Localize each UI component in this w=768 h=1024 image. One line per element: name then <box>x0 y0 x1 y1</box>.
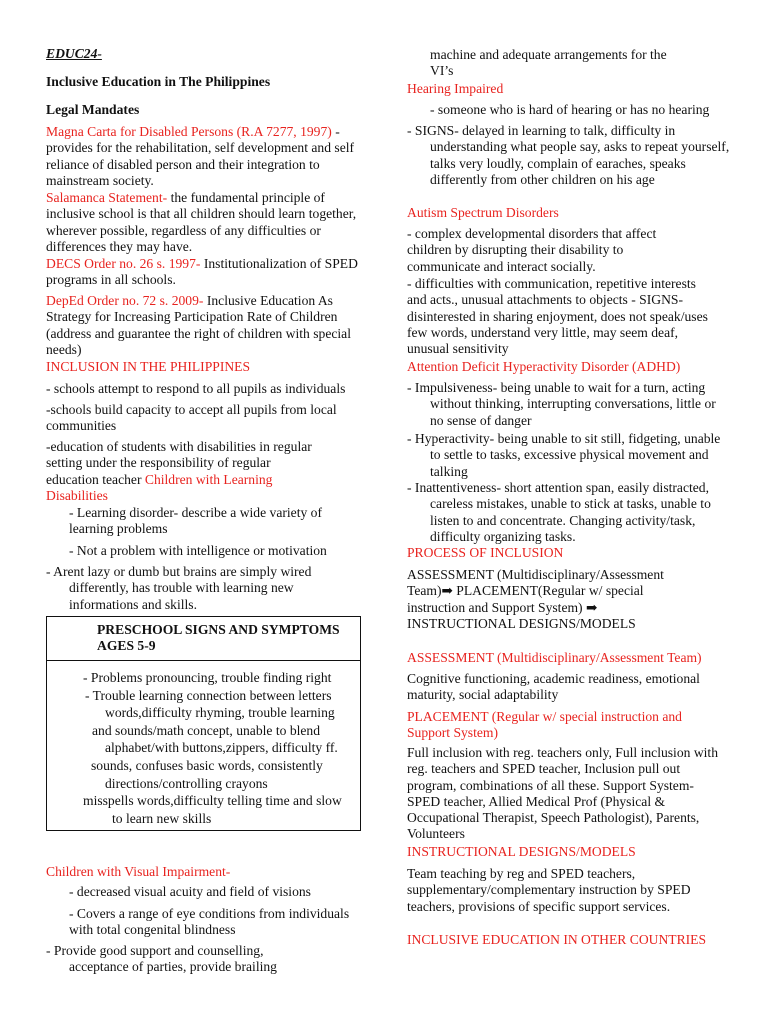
hearing-heading: Hearing Impaired <box>407 81 504 96</box>
placement-text: Full inclusion with reg. teachers only, Full inclusion with reg. teachers and SPED teacher, Inclusion pull out program, combinations of all these. Support System- SPED teacher, Allied Medical Prof (Physical & Occupational Therapist, Speech Pathologist), Parents, Volunteers <box>407 745 718 842</box>
assessment-text: Cognitive functioning, academic readiness, emotional maturity, social adaptability <box>407 671 700 703</box>
preschool-signs-box <box>46 616 361 831</box>
preschool-line: sounds, confuses basic words, consistently <box>91 757 323 773</box>
cld-point: - Learning disorder- describe a wide variety of learning problems <box>69 505 322 537</box>
placement-heading: PLACEMENT (Regular w/ special instruction and Support System) <box>407 709 682 741</box>
legal-item-decs <box>46 256 364 289</box>
visual-point: - Covers a range of eye conditions from individuals with total congenital blindness <box>69 906 350 938</box>
instructional-heading: INSTRUCTIONAL DESIGNS/MODELS <box>407 844 636 859</box>
adhd-point-hyperactivity: - Hyperactivity- being unable to sit still, fidgeting, unable to settle to tasks, excessive physical movement and talking <box>407 431 721 479</box>
adhd-point-impulsiveness: - Impulsiveness- being unable to wait for a turn, acting without thinking, interrupting conversations, little or no sense of danger <box>407 380 716 428</box>
preschool-line: - Problems pronouncing, trouble finding right <box>83 670 332 685</box>
preschool-box-header <box>47 617 360 661</box>
legal-text: Inclusive Education As Strategy for Increasing Participation Rate of Children (address and guarantee the right of children with special needs) <box>46 293 351 357</box>
autism-signs: - difficulties with communication, repetitive interests and acts., unusual attachments to objects - SIGNS- disinterested in sharing enjoyment, does not speak/uses few words, understand very little, may seem deaf, unusual sensitivity <box>407 276 708 357</box>
visual-support: - Provide good support and counselling, acceptance of parties, provide brailing <box>46 943 277 975</box>
legal-item-deped <box>46 293 364 358</box>
process-text: ASSESSMENT (Multidisciplinary/Assessment Team)➡ PLACEMENT(Regular w/ special instruction and Support System) ➡ INSTRUCTIONAL DESIGNS/MODELS <box>407 567 664 631</box>
legal-label: Salamanca Statement- <box>46 190 168 205</box>
inclusion-point: - schools attempt to respond to all pupils as individuals <box>46 381 346 396</box>
legal-text: Institutionalization of SPED programs in all schools. <box>46 256 358 288</box>
preschool-box-title: PRESCHOOL SIGNS AND SYMPTOMS AGES 5-9 <box>97 622 340 654</box>
preschool-line: misspells words,difficulty telling time and slow <box>83 793 342 809</box>
preschool-line: - Trouble learning connection between letters <box>85 687 332 703</box>
preschool-box-lines <box>83 669 342 827</box>
preschool-line: directions/controlling crayons <box>105 775 268 791</box>
inclusion-point-text: -education of students with disabilities in regular setting under the responsibility of regular education teacher <box>46 439 312 487</box>
preschool-line: and sounds/math concept, unable to blend <box>92 722 321 738</box>
legal-text: the fundamental principle of inclusive school is that all children should learn together, wherever possible, regardless of any difficulties or differences they may have. <box>46 190 357 254</box>
legal-label: DECS Order no. 26 s. 1997- <box>46 256 201 271</box>
hearing-signs: - SIGNS- delayed in learning to talk, difficulty in understanding what people say, asks to repeat yourself, talks very loudly, complain of earaches, speaks differently from other children on his age <box>407 123 730 187</box>
inclusion-point: -schools build capacity to accept all pupils from local communities <box>46 402 337 434</box>
process-heading: PROCESS OF INCLUSION <box>407 545 564 560</box>
legal-item-salamanca <box>46 190 364 255</box>
autism-heading: Autism Spectrum Disorders <box>407 205 559 220</box>
assessment-heading: ASSESSMENT (Multidisciplinary/Assessment Team) <box>407 650 702 665</box>
autism-description: - complex developmental disorders that affect children by disrupting their disability to communicate and interact socially. <box>407 226 657 274</box>
visual-support-continued: machine and adequate arrangements for the VI’s <box>430 47 667 79</box>
hearing-point: - someone who is hard of hearing or has no hearing <box>430 102 710 117</box>
adhd-heading: Attention Deficit Hyperactivity Disorder (ADHD) <box>407 359 681 374</box>
cld-point: - Not a problem with intelligence or motivation <box>69 543 327 558</box>
legal-mandates-heading: Legal Mandates <box>46 102 140 117</box>
legal-label: Magna Carta for Disabled Persons (R.A 7277, 1997) <box>46 124 332 139</box>
cld-lazy: - Arent lazy or dumb but brains are simply wired differently, has trouble with learning new informations and skills. <box>46 564 312 612</box>
legal-item-magna-carta <box>46 124 364 189</box>
inclusion-point-regular <box>46 439 316 504</box>
preschool-line: alphabet/with buttons,zippers, difficulty ff. <box>105 740 338 756</box>
cld-heading: Children with Learning Disabilities <box>46 471 273 503</box>
legal-label: DepEd Order no. 72 s. 2009- <box>46 293 204 308</box>
adhd-point-inattentiveness: - Inattentiveness- short attention span, easily distracted, careless mistakes, unable to stick at tasks, unable to listen to and concentrate. Changing activity/task, difficulty organizing tasks. <box>407 480 711 544</box>
doc-code: EDUC24- <box>46 46 102 61</box>
inclusion-heading: INCLUSION IN THE PHILIPPINES <box>46 359 251 374</box>
instructional-text: Team teaching by reg and SPED teachers, supplementary/complementary instruction by SPED teachers, provisions of specific support services. <box>407 866 691 914</box>
visual-point: - decreased visual acuity and field of visions <box>69 884 311 899</box>
preschool-line: words,difficulty rhyming, trouble learning <box>105 705 335 721</box>
legal-text: - provides for the rehabilitation, self development and self reliance of disabled person and their integration to mainstream society. <box>46 124 355 188</box>
preschool-line: to learn new skills <box>112 810 212 826</box>
other-countries-heading: INCLUSIVE EDUCATION IN OTHER COUNTRIES <box>407 932 707 947</box>
document-title: Inclusive Education in The Philippines <box>46 74 271 89</box>
visual-heading: Children with Visual Impairment- <box>46 864 231 879</box>
